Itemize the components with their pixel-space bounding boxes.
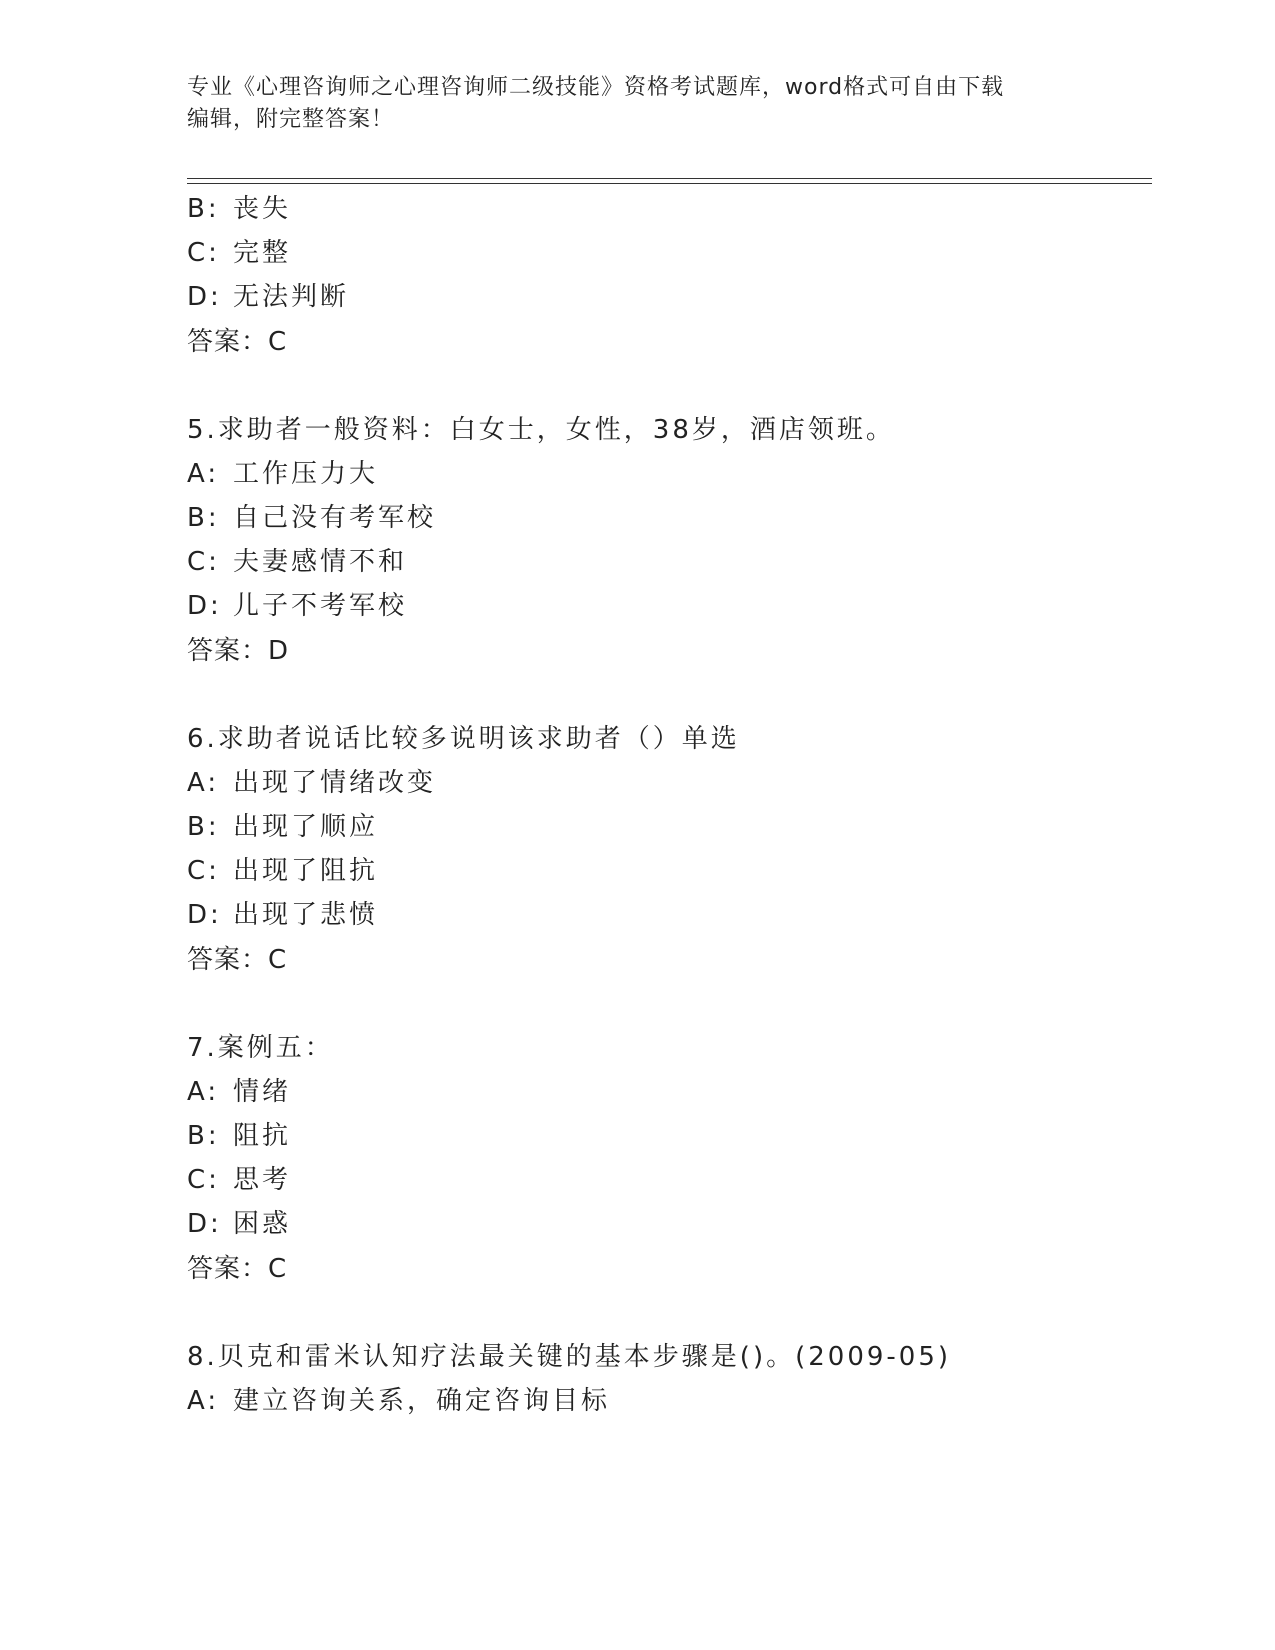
answer-line: 答案：C bbox=[187, 945, 288, 975]
answer-line: 答案：C bbox=[187, 1254, 288, 1284]
option-text: 自己没有考军校 bbox=[233, 503, 437, 533]
option-text: 出现了阻抗 bbox=[233, 856, 379, 886]
option-text: 工作压力大 bbox=[233, 459, 379, 489]
option-letter: C: bbox=[187, 856, 220, 886]
option-letter: A: bbox=[187, 768, 220, 798]
option-line bbox=[187, 898, 378, 932]
option-letter: D: bbox=[187, 900, 222, 930]
question-stem: 7.案例五： bbox=[187, 1033, 334, 1063]
option-text: 出现了情绪改变 bbox=[233, 768, 437, 798]
option-letter: A: bbox=[187, 459, 220, 489]
option-text: 出现了顺应 bbox=[233, 812, 379, 842]
option-line bbox=[187, 501, 436, 535]
option-line bbox=[187, 192, 291, 226]
option-letter: D: bbox=[187, 591, 222, 621]
option-letter: A: bbox=[187, 1077, 220, 1107]
option-text: 夫妻感情不和 bbox=[233, 547, 408, 577]
header-rule-thick bbox=[187, 178, 1152, 179]
option-text: 困惑 bbox=[233, 1209, 292, 1239]
header-line-2: 编辑，附完整答案！ bbox=[187, 107, 395, 132]
option-line bbox=[187, 854, 378, 888]
option-letter: A: bbox=[187, 1386, 220, 1416]
option-line bbox=[187, 810, 378, 844]
question-stem: 6.求助者说话比较多说明该求助者（）单选 bbox=[187, 724, 740, 754]
question-stem: 5.求助者一般资料：白女士，女性，38岁，酒店领班。 bbox=[187, 415, 895, 445]
option-letter: B: bbox=[187, 503, 220, 533]
option-text: 出现了悲愤 bbox=[233, 900, 379, 930]
option-line bbox=[187, 457, 378, 491]
option-letter: D: bbox=[187, 282, 222, 312]
option-text: 思考 bbox=[233, 1165, 292, 1195]
option-letter: C: bbox=[187, 238, 220, 268]
option-line bbox=[187, 1207, 291, 1241]
question-stem: 8.贝克和雷米认知疗法最关键的基本步骤是()。(2009-05) bbox=[187, 1342, 952, 1372]
answer-line: 答案：D bbox=[187, 636, 290, 666]
option-line bbox=[187, 236, 291, 270]
option-line bbox=[187, 589, 407, 623]
option-letter: C: bbox=[187, 547, 220, 577]
option-line bbox=[187, 1075, 291, 1109]
header-line-1: 专业《心理咨询师之心理咨询师二级技能》资格考试题库，word格式可自由下载 bbox=[187, 75, 1005, 100]
option-line bbox=[187, 1163, 291, 1197]
option-letter: B: bbox=[187, 812, 220, 842]
option-letter: B: bbox=[187, 194, 220, 224]
option-text: 儿子不考军校 bbox=[233, 591, 408, 621]
option-text: 无法判断 bbox=[233, 282, 350, 312]
option-letter: D: bbox=[187, 1209, 222, 1239]
option-text: 阻抗 bbox=[233, 1121, 292, 1151]
option-letter: C: bbox=[187, 1165, 220, 1195]
option-line bbox=[187, 1119, 291, 1153]
option-line bbox=[187, 1384, 610, 1418]
option-text: 丧失 bbox=[233, 194, 292, 224]
option-letter: B: bbox=[187, 1121, 220, 1151]
header-rule-thin bbox=[187, 183, 1152, 184]
option-text: 完整 bbox=[233, 238, 292, 268]
option-text: 建立咨询关系，确定咨询目标 bbox=[233, 1386, 611, 1416]
option-line bbox=[187, 545, 407, 579]
page-header bbox=[187, 72, 1087, 136]
answer-line: 答案：C bbox=[187, 327, 288, 357]
option-line bbox=[187, 280, 349, 314]
option-text: 情绪 bbox=[233, 1077, 292, 1107]
option-line bbox=[187, 766, 436, 800]
